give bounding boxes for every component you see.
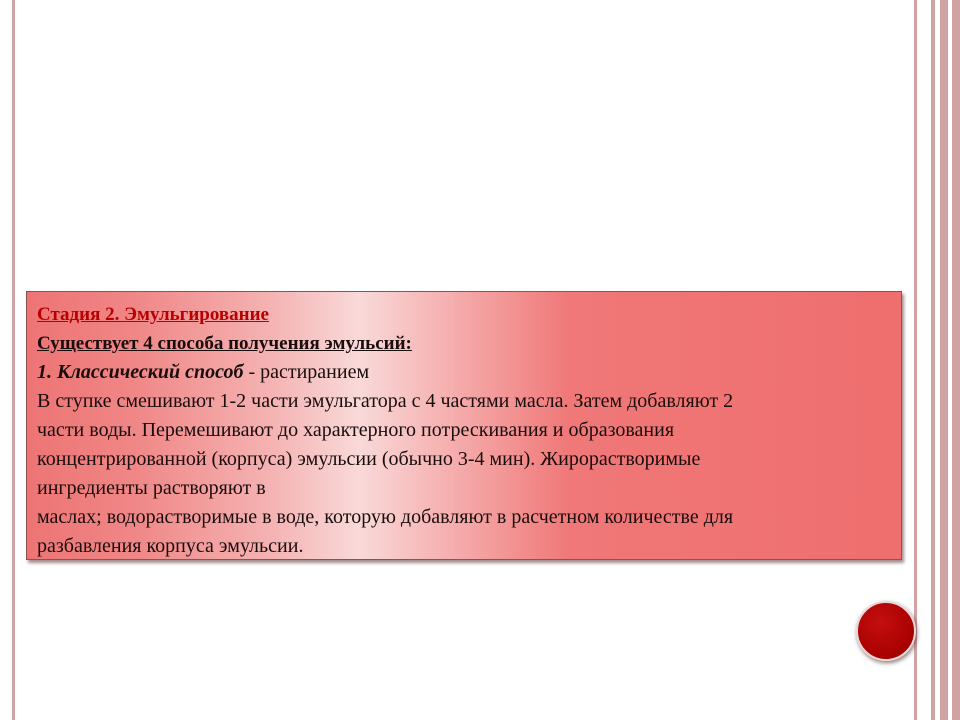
right-stripe-decoration <box>952 0 960 720</box>
right-stripe-decoration <box>914 0 917 720</box>
paragraph-line: разбавления корпуса эмульсии. <box>37 535 304 557</box>
content-text-box[interactable] <box>26 291 902 560</box>
paragraph-line: В ступке смешивают 1-2 части эмульгатора с 4 частями масла. Затем добавляют 2 <box>37 390 734 412</box>
stage-heading: Стадия 2. Эмульгирование <box>37 304 269 325</box>
paragraph-line: концентрированной (корпуса) эмульсии (обычно 3-4 мин). Жирорастворимые <box>37 448 701 470</box>
next-slide-circle-button[interactable] <box>856 601 916 661</box>
method-title <box>37 358 891 387</box>
method-name: 1. Классический способ <box>37 361 244 383</box>
right-stripe-decoration <box>940 0 948 720</box>
paragraph-line: маслах; водорастворимые в воде, которую добавляют в расчетном количестве для <box>37 506 734 528</box>
methods-heading: Существует 4 способа получения эмульсий: <box>37 333 412 354</box>
left-border-decoration <box>12 0 15 720</box>
paragraph-line: ингредиенты растворяют в <box>37 477 266 499</box>
method-suffix: - растиранием <box>243 361 370 383</box>
paragraph-line: части воды. Перемешивают до характерного потрескивания и образования <box>37 419 675 441</box>
